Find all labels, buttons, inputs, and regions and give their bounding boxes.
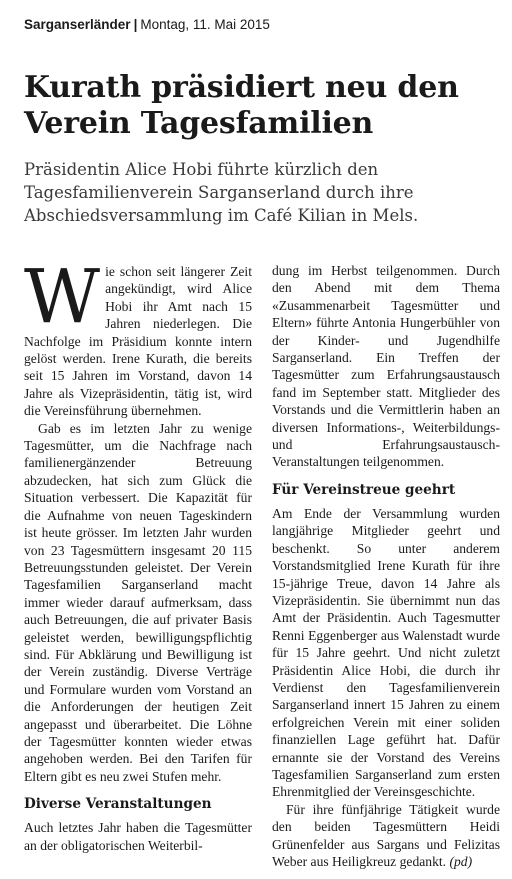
- subheading-honors: Für Vereinstreue geehrt: [272, 481, 456, 498]
- paragraph-honors: Am Ende der Versammlung wurden langjährige Mitglieder geehrt und beschenkt. So unter anderem Vorstandsmitglied Irene Kurath für ihre 15-jährige Treue, davon 14 Jahre als Vizepräsidentin. Sie übernimmt nun das Amt der Präsidentin. Auch Tagesmutter Renni Eggenberger aus Walenstadt wurde für 15 Jahre geehrt. Und nicht zuletzt Präsidentin Alice Hobi, die durch ihr Verdienst den Tagesfamilienverein Sarganserland innert 15 Jahren zu einem erfolgreichen Verein mit einer soliden finanziellen Lage geführt hat. Dafür ernannte sie der Vorstand des Vereins Tagesfamilien Sarganserland zum ersten Ehrenmitglied der Vereinsgeschichte.: [272, 505, 500, 800]
- paragraph-thanks: [272, 801, 500, 871]
- article-column-left: [24, 254, 252, 854]
- newspaper-name: Sarganserländer: [24, 17, 131, 32]
- publication-date: Montag, 11. Mai 2015: [140, 17, 270, 32]
- lead-paragraph: Präsidentin Alice Hobi führte kürzlich den Tagesfamilienverein Sarganserland durch ihre Abschiedsversammlung im Café Kilian in Mels.: [24, 160, 419, 225]
- paragraph-events-start: Auch letztes Jahr haben die Tagesmütter an der obligatorischen Weiterbil-: [24, 820, 252, 853]
- article-column-right: [272, 262, 500, 870]
- header-separator: |: [133, 17, 138, 32]
- paragraph-thanks-text: Für ihre fünfjährige Tätigkeit wurde den beiden Tagesmüttern Heidi Grünenfelder aus Sargans und Felizitas Weber aus Heiligkreuz gedankt.: [272, 801, 500, 869]
- headline: Kurath präsidiert neu den Verein Tagesfamilien: [24, 70, 459, 141]
- paragraph-events-continued: dung im Herbst teilgenommen. Durch den Abend mit dem Thema «Zusammenarbeit Tagesmütter und Eltern» führte Antonia Hungerbühler von der Kinder- und Jugendhilfe Sarganserland. Ein Treffen der Tagesmütter zum Erfahrungsaustausch fand im September statt. Mitglieder des Vorstands und die Vermittlerin haben an diversen Informations-, Weiterbildungs- und Erfahrungsaustausch-Veranstaltungen teilgenommen.: [272, 263, 500, 470]
- newspaper-header: [24, 16, 494, 34]
- subheading-events: Diverse Veranstaltungen: [24, 796, 212, 813]
- author-signature: (pd): [449, 854, 473, 869]
- paragraph-capacity: Gab es im letzten Jahr zu wenige Tagesmütter, um die Nachfrage nach familienergänzender Betreuung abzudecken, hat sich zum Glück die Situation verbessert. Die Kapazität für die Aufnahme von neuen Tageskindern ist heute grösser. Im letzten Jahr wurden von 23 Tagesmüttern insgesamt 20 115 Betreuungsstunden geleistet. Der Verein Tagesfamilien Sarganserland macht immer wieder darauf aufmerksam, dass auch Betreuungen, die auf privater Basis geleistet werden, bewilligungspflichtig sind. Für Abklärung und Bewilligung ist der Verein zuständig. Diverse Verträge und Formulare wurden vom Vorstand an die Anforderungen der heutigen Zeit angepasst und überarbeitet. Die Löhne der Tagesmütter konnten wieder etwas angehoben werden. Bei den Tarifen für Eltern gibt es neu zwei Stufen mehr.: [24, 420, 252, 784]
- paragraph-intro: [24, 254, 252, 420]
- paragraph-intro-text: ie schon seit längerer Zeit angekündigt, wird Alice Hobi ihr Amt nach 15 Jahren niederlegen. Die Nachfolge im Präsidium konnte intern gelöst werden. Irene Kurath, die bereits seit 15 Jahren im Vorstand, davon 14 Jahre als Vizepräsidentin, tätig ist, wird die Vereinsführung übernehmen.: [24, 264, 252, 419]
- drop-cap: W: [24, 254, 101, 340]
